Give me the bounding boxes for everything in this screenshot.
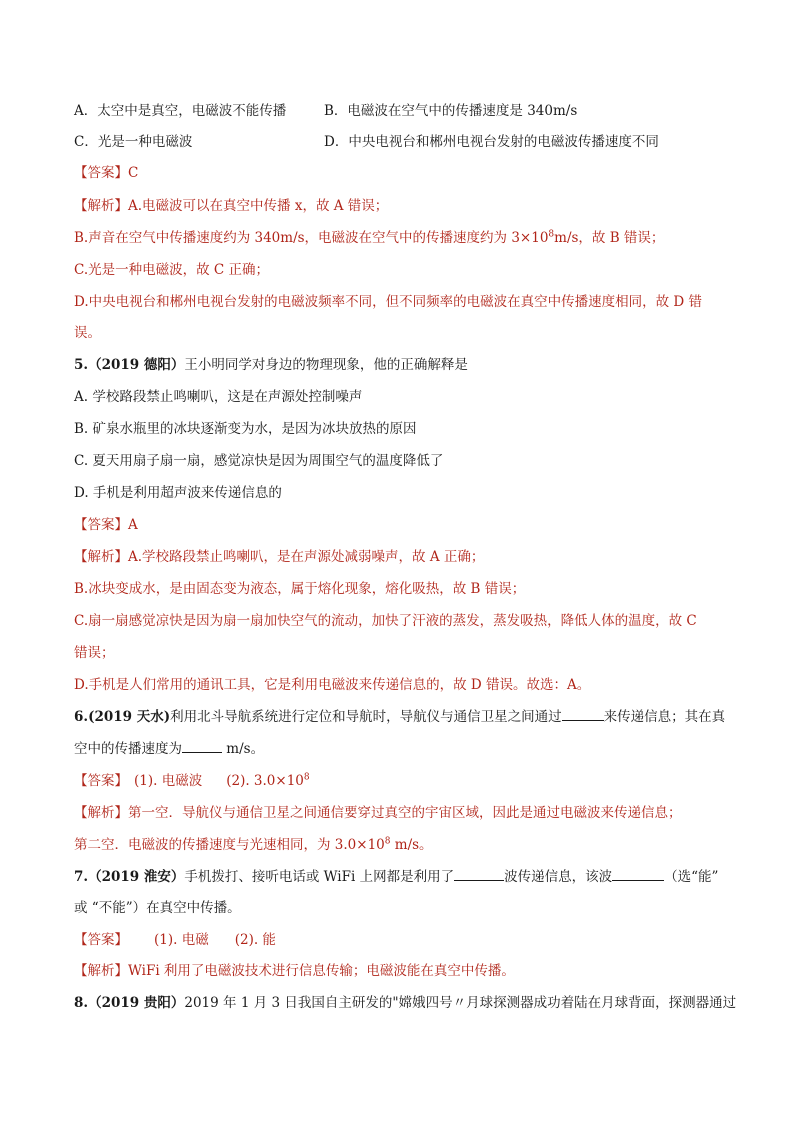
analysis-text: B.声音在空气中传播速度约为 340m/s，电磁波在空气中的传播速度约为 3×10 <box>74 230 549 246</box>
q5-analysis-3b: 错误； <box>74 645 115 661</box>
fill-blank <box>612 867 664 881</box>
q8-stem <box>74 993 737 1013</box>
answer-value: C <box>128 165 139 181</box>
question-text: 波传递信息，该波 <box>504 869 613 885</box>
q4-option-c: C．光是一种电磁波 <box>74 134 193 150</box>
analysis-text: m/s，故 B 错误； <box>554 230 665 246</box>
analysis-text: m/s。 <box>390 837 433 853</box>
question-text: m/s。 <box>222 741 265 757</box>
analysis-text: A.学校路段禁止鸣喇叭，是在声源处减弱噪声，故 A 正确； <box>128 549 485 565</box>
q4-analysis-4b: 误。 <box>74 325 101 341</box>
answer-value-2: (2). 能 <box>234 932 276 948</box>
fill-blank <box>182 739 222 753</box>
answer-label: 【答案】 <box>74 517 128 533</box>
q5-analysis-2: B.冰块变成水，是由固态变为液态，属于熔化现象，熔化吸热，故 B 错误； <box>74 581 526 597</box>
superscript: 8 <box>384 836 391 847</box>
question-number: 6.(2019 天水) <box>74 709 171 725</box>
fill-blank <box>562 707 604 721</box>
analysis-label: 【解析】 <box>74 549 128 565</box>
fill-blank <box>454 867 504 881</box>
question-number: 5.（2019 德阳） <box>74 357 185 373</box>
q6-analysis-2 <box>74 835 734 855</box>
analysis-text: 第二空．电磁波的传播速度与光速相同，为 3.0×10 <box>74 837 385 853</box>
q7-stem-2: 或 “不能”）在真空中传播。 <box>74 900 241 916</box>
q4-answer <box>74 163 734 183</box>
q4-option-b: B．电磁波在空气中的传播速度是 340m/s <box>324 103 578 119</box>
question-text: 王小明同学对身边的物理现象，他的正确解释是 <box>184 357 468 373</box>
q5-option-b: B. 矿泉水瓶里的冰块逐渐变为水，是因为冰块放热的原因 <box>74 421 417 437</box>
q7-stem-1 <box>74 867 734 887</box>
question-text: 空中的传播速度为 <box>74 741 182 757</box>
q4-option-a: A．太空中是真空，电磁波不能传播 <box>74 103 287 119</box>
superscript: 8 <box>303 772 310 783</box>
analysis-text: A.电磁波可以在真空中传播 x，故 A 错误； <box>128 198 389 214</box>
answer-label: 【答案】 <box>74 773 128 789</box>
q5-option-c: C. 夏天用扇子扇一扇，感觉凉快是因为周围空气的温度降低了 <box>74 453 444 469</box>
q4-analysis-2 <box>74 228 734 248</box>
answer-value: A <box>128 517 138 533</box>
question-text: 2019 年 1 月 3 日我国自主研发的"嫦娥四号〃月球探测器成功着陆在月球背面，探测器通过 <box>184 995 737 1011</box>
q4-option-d: D．中央电视台和郴州电视台发射的电磁波传播速度不同 <box>324 134 659 150</box>
answer-value-2 <box>226 773 309 789</box>
answer-label: 【答案】 <box>74 932 128 948</box>
question-text: 利用北斗导航系统进行定位和导航时，导航仪与通信卫星之间通过 <box>170 709 562 725</box>
superscript: 8 <box>548 229 555 240</box>
q5-analysis-1 <box>74 547 734 567</box>
analysis-text: 第一空．导航仪与通信卫星之间通信要穿过真空的宇宙区域，因此是通过电磁波来传递信息； <box>128 805 682 821</box>
analysis-label: 【解析】 <box>74 963 128 979</box>
answer-value-1: (1). 电磁 <box>154 932 209 948</box>
q6-analysis-1 <box>74 803 734 823</box>
q7-analysis-1 <box>74 961 734 981</box>
q6-stem-1 <box>74 707 734 727</box>
q5-option-a: A. 学校路段禁止鸣喇叭，这是在声源处控制噪声 <box>74 389 363 405</box>
q5-analysis-4: D.手机是人们常用的通讯工具，它是利用电磁波来传递信息的，故 D 错误。故选：A。 <box>74 677 591 693</box>
answer-text: (2). 3.0×10 <box>226 773 304 789</box>
q5-answer <box>74 515 734 535</box>
analysis-text: WiFi 利用了电磁波技术进行信息传输；电磁波能在真空中传播。 <box>128 963 515 979</box>
question-number: 8.（2019 贵阳） <box>74 995 185 1011</box>
q6-stem-2 <box>74 739 734 759</box>
answer-label: 【答案】 <box>74 165 128 181</box>
answer-value-1: (1). 电磁波 <box>134 773 203 789</box>
q4-analysis-1 <box>74 196 734 216</box>
q4-analysis-4a: D.中央电视台和郴州电视台发射的电磁波频率不同，但不同频率的电磁波在真空中传播速度相同，故 D 错 <box>74 294 703 310</box>
q6-answer <box>74 771 734 791</box>
question-number: 7.（2019 淮安） <box>74 869 185 885</box>
q5-analysis-3a: C.扇一扇感觉凉快是因为扇一扇加快空气的流动，加快了汗液的蒸发，蒸发吸热，降低人体的温度，故 C <box>74 613 697 629</box>
q7-answer <box>74 930 734 950</box>
question-text: 手机拨打、接听电话或 WiFi 上网都是利用了 <box>184 869 455 885</box>
q5-option-d: D. 手机是利用超声波来传递信息的 <box>74 485 282 501</box>
analysis-label: 【解析】 <box>74 805 128 821</box>
q5-stem <box>74 355 734 375</box>
question-text: 来传递信息；其在真 <box>603 709 726 725</box>
analysis-label: 【解析】 <box>74 198 128 214</box>
q4-analysis-3: C.光是一种电磁波，故 C 正确； <box>74 262 270 278</box>
question-text: （选“能” <box>664 869 719 885</box>
